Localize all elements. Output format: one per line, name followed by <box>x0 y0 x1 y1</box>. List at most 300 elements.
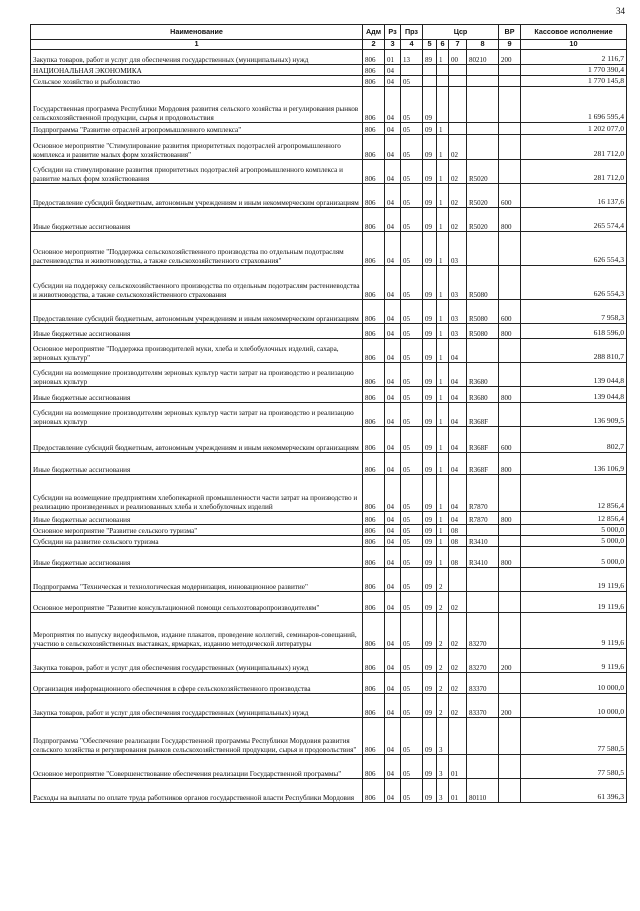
cell-c2: 2 <box>437 694 449 718</box>
cell-name: Основное мероприятие "Стимулирование развития приоритетных подотраслей агропромышленного комплекса и развитие малых форм хозяйствования" <box>31 135 363 160</box>
cell-c4 <box>467 718 499 755</box>
cell-rz: 04 <box>385 123 401 135</box>
table-row <box>31 453 627 475</box>
cell-c2: 1 <box>437 160 449 184</box>
cell-c4: 83270 <box>467 613 499 649</box>
cell-rz: 04 <box>385 300 401 324</box>
cell-val: 77 580,5 <box>521 718 627 755</box>
cell-adm: 806 <box>363 50 385 65</box>
cell-adm: 806 <box>363 65 385 76</box>
cell-c2 <box>437 76 449 87</box>
cell-c4: R7870 <box>467 475 499 512</box>
cell-vr <box>499 232 521 266</box>
cell-vr <box>499 755 521 779</box>
cell-c1 <box>423 65 437 76</box>
cell-vr: 800 <box>499 324 521 339</box>
cell-prz: 05 <box>401 300 423 324</box>
cell-c1: 09 <box>423 160 437 184</box>
cell-c2: 2 <box>437 649 449 673</box>
cell-c1: 09 <box>423 592 437 613</box>
cell-val: 5 000,0 <box>521 525 627 536</box>
col-num: 10 <box>521 40 627 50</box>
cell-c3: 03 <box>449 300 467 324</box>
cell-c3 <box>449 87 467 123</box>
cell-c4: 80210 <box>467 50 499 65</box>
cell-prz: 05 <box>401 525 423 536</box>
cell-name: Основное мероприятие "Развитие консультационной помощи сельхозтоваропроизводителям" <box>31 592 363 613</box>
cell-c4 <box>467 123 499 135</box>
table-row <box>31 547 627 568</box>
cell-c3 <box>449 123 467 135</box>
cell-c1: 09 <box>423 512 437 525</box>
cell-val: 16 137,6 <box>521 184 627 208</box>
cell-vr: 200 <box>499 50 521 65</box>
cell-prz: 05 <box>401 427 423 453</box>
table-row <box>31 87 627 123</box>
cell-vr <box>499 568 521 592</box>
cell-c1: 09 <box>423 525 437 536</box>
cell-vr <box>499 475 521 512</box>
cell-vr <box>499 160 521 184</box>
cell-name: Предоставление субсидий бюджетным, автономным учреждениям и иным некоммерческим организациям <box>31 184 363 208</box>
cell-prz: 05 <box>401 536 423 547</box>
cell-vr: 800 <box>499 208 521 232</box>
cell-name: Субсидии на стимулирование развития приоритетных подотраслей агропромышленного комплекса и развитие малых форм хозяйствования <box>31 160 363 184</box>
cell-rz: 04 <box>385 232 401 266</box>
cell-adm: 806 <box>363 592 385 613</box>
header-kassa: Кассовое исполнение <box>521 25 627 40</box>
cell-vr <box>499 536 521 547</box>
cell-name: Основное мероприятие "Поддержка сельскохозяйственного производства по отдельным подотраслям растениеводства и животноводства, а также сельскохозяйственного страхования" <box>31 232 363 266</box>
cell-c2: 2 <box>437 592 449 613</box>
cell-c3: 04 <box>449 363 467 387</box>
cell-adm: 806 <box>363 403 385 427</box>
table-row <box>31 208 627 232</box>
cell-c3: 04 <box>449 512 467 525</box>
cell-name: Субсидии на возмещение производителям зерновых культур части затрат на производство и реализацию зерновых культур <box>31 403 363 427</box>
cell-c3: 08 <box>449 525 467 536</box>
cell-val: 136 106,9 <box>521 453 627 475</box>
cell-val: 288 810,7 <box>521 339 627 363</box>
table-row <box>31 123 627 135</box>
cell-c4: R368F <box>467 403 499 427</box>
cell-c4 <box>467 568 499 592</box>
cell-name: Государственная программа Республики Мордовия развития сельского хозяйства и регулирования рынков сельскохозяйственной продукции, сырья и продовольствия <box>31 87 363 123</box>
cell-val: 1 202 077,0 <box>521 123 627 135</box>
cell-prz: 05 <box>401 592 423 613</box>
cell-name: Основное мероприятие "Поддержка производителей муки, хлеба и хлебобулочных изделий, сахара, зерновых культур" <box>31 339 363 363</box>
cell-prz: 13 <box>401 50 423 65</box>
cell-c1: 09 <box>423 694 437 718</box>
cell-c2: 1 <box>437 300 449 324</box>
cell-c3: 02 <box>449 592 467 613</box>
cell-val: 136 909,5 <box>521 403 627 427</box>
col-num: 7 <box>449 40 467 50</box>
cell-rz: 04 <box>385 339 401 363</box>
cell-c2: 1 <box>437 232 449 266</box>
cell-vr <box>499 65 521 76</box>
cell-c1: 09 <box>423 208 437 232</box>
cell-vr <box>499 339 521 363</box>
table-row <box>31 50 627 65</box>
cell-c3: 01 <box>449 779 467 803</box>
cell-adm: 806 <box>363 266 385 300</box>
cell-val: 139 044,8 <box>521 387 627 403</box>
cell-rz: 04 <box>385 65 401 76</box>
cell-adm: 806 <box>363 232 385 266</box>
cell-val: 10 000,0 <box>521 694 627 718</box>
cell-c4: R5020 <box>467 184 499 208</box>
cell-name: Иные бюджетные ассигнования <box>31 324 363 339</box>
cell-c1: 09 <box>423 403 437 427</box>
header-adm: Адм <box>363 25 385 40</box>
table-row <box>31 403 627 427</box>
cell-vr <box>499 87 521 123</box>
cell-adm: 806 <box>363 135 385 160</box>
cell-vr <box>499 673 521 694</box>
cell-c3: 02 <box>449 208 467 232</box>
cell-prz: 05 <box>401 649 423 673</box>
cell-prz <box>401 65 423 76</box>
cell-vr: 800 <box>499 453 521 475</box>
cell-vr <box>499 135 521 160</box>
cell-c3: 02 <box>449 184 467 208</box>
table-row <box>31 65 627 76</box>
cell-c1: 09 <box>423 324 437 339</box>
cell-val: 626 554,3 <box>521 266 627 300</box>
cell-vr: 600 <box>499 300 521 324</box>
cell-val: 1 770 390,4 <box>521 65 627 76</box>
cell-c1: 09 <box>423 613 437 649</box>
table-row <box>31 592 627 613</box>
cell-val: 77 580,5 <box>521 755 627 779</box>
cell-prz: 05 <box>401 135 423 160</box>
cell-c4: R5020 <box>467 208 499 232</box>
cell-c2: 1 <box>437 453 449 475</box>
cell-c4 <box>467 232 499 266</box>
cell-c1: 09 <box>423 387 437 403</box>
cell-prz: 05 <box>401 755 423 779</box>
header-name: Наименование <box>31 25 363 40</box>
cell-name: Подпрограмма "Обеспечение реализации Государственной программы Республики Мордовия развития сельского хозяйства и регулирования рынков сельскохозяйственной продукции, сырья и продовольствия" <box>31 718 363 755</box>
cell-c2: 1 <box>437 525 449 536</box>
cell-c1: 09 <box>423 568 437 592</box>
cell-name: Иные бюджетные ассигнования <box>31 547 363 568</box>
cell-name: Иные бюджетные ассигнования <box>31 387 363 403</box>
column-number-row <box>31 40 627 50</box>
cell-name: Расходы на выплаты по оплате труда работников органов государственной власти Республики Мордовия <box>31 779 363 803</box>
col-num: 2 <box>363 40 385 50</box>
cell-c3: 04 <box>449 427 467 453</box>
table-row <box>31 525 627 536</box>
cell-adm: 806 <box>363 427 385 453</box>
cell-prz: 05 <box>401 76 423 87</box>
cell-rz: 04 <box>385 613 401 649</box>
cell-val: 19 119,6 <box>521 568 627 592</box>
cell-c4: 83370 <box>467 673 499 694</box>
cell-rz: 04 <box>385 453 401 475</box>
cell-rz: 04 <box>385 387 401 403</box>
table-row <box>31 266 627 300</box>
cell-vr: 800 <box>499 387 521 403</box>
cell-rz: 04 <box>385 755 401 779</box>
cell-rz: 04 <box>385 694 401 718</box>
cell-rz: 04 <box>385 547 401 568</box>
cell-adm: 806 <box>363 673 385 694</box>
cell-prz: 05 <box>401 403 423 427</box>
cell-c1: 09 <box>423 300 437 324</box>
cell-adm: 806 <box>363 755 385 779</box>
cell-adm: 806 <box>363 363 385 387</box>
cell-adm: 806 <box>363 718 385 755</box>
table-row <box>31 232 627 266</box>
cell-vr <box>499 363 521 387</box>
cell-val: 61 396,3 <box>521 779 627 803</box>
cell-c2: 3 <box>437 718 449 755</box>
cell-prz: 05 <box>401 339 423 363</box>
cell-c2: 1 <box>437 324 449 339</box>
cell-name: Подпрограмма "Развитие отраслей агропромышленного комплекса" <box>31 123 363 135</box>
table-row <box>31 536 627 547</box>
cell-name: Субсидии на развитие сельского туризма <box>31 536 363 547</box>
cell-c3: 00 <box>449 50 467 65</box>
cell-c3 <box>449 568 467 592</box>
cell-c1: 89 <box>423 50 437 65</box>
col-num: 8 <box>467 40 499 50</box>
cell-c1: 09 <box>423 475 437 512</box>
cell-c2: 1 <box>437 135 449 160</box>
cell-adm: 806 <box>363 339 385 363</box>
cell-c2: 1 <box>437 427 449 453</box>
cell-name: Основное мероприятие "Развитие сельского туризма" <box>31 525 363 536</box>
table-row <box>31 694 627 718</box>
cell-c1: 09 <box>423 536 437 547</box>
cell-c4: R7870 <box>467 512 499 525</box>
table-row <box>31 76 627 87</box>
cell-c3 <box>449 76 467 87</box>
cell-val: 265 574,4 <box>521 208 627 232</box>
cell-val: 281 712,0 <box>521 135 627 160</box>
cell-rz: 04 <box>385 135 401 160</box>
cell-name: Основное мероприятие "Совершенствование обеспечения реализации Государственной программы" <box>31 755 363 779</box>
cell-prz: 05 <box>401 87 423 123</box>
cell-val: 10 000,0 <box>521 673 627 694</box>
cell-c3: 02 <box>449 649 467 673</box>
cell-prz: 05 <box>401 512 423 525</box>
cell-c2: 1 <box>437 403 449 427</box>
cell-rz: 04 <box>385 475 401 512</box>
cell-prz: 05 <box>401 694 423 718</box>
cell-val: 5 000,0 <box>521 547 627 568</box>
cell-adm: 806 <box>363 123 385 135</box>
cell-c4: R5020 <box>467 160 499 184</box>
cell-c2: 1 <box>437 50 449 65</box>
cell-adm: 806 <box>363 568 385 592</box>
cell-adm: 806 <box>363 547 385 568</box>
col-num: 3 <box>385 40 401 50</box>
cell-name: Иные бюджетные ассигнования <box>31 208 363 232</box>
table-row <box>31 568 627 592</box>
col-num: 1 <box>31 40 363 50</box>
cell-c4: R368F <box>467 453 499 475</box>
cell-val: 626 554,3 <box>521 232 627 266</box>
cell-name: Организация информационного обеспечения в сфере сельскохозяйственного производства <box>31 673 363 694</box>
table-row <box>31 135 627 160</box>
table-row <box>31 718 627 755</box>
col-num: 5 <box>423 40 437 50</box>
cell-adm: 806 <box>363 87 385 123</box>
cell-rz: 04 <box>385 87 401 123</box>
cell-adm: 806 <box>363 512 385 525</box>
table-row <box>31 755 627 779</box>
cell-c2: 1 <box>437 184 449 208</box>
cell-adm: 806 <box>363 694 385 718</box>
cell-prz: 05 <box>401 184 423 208</box>
cell-c4 <box>467 755 499 779</box>
cell-c4: R3680 <box>467 363 499 387</box>
cell-adm: 806 <box>363 475 385 512</box>
cell-c1: 09 <box>423 649 437 673</box>
cell-c4: 83270 <box>467 649 499 673</box>
table-row <box>31 387 627 403</box>
cell-rz: 04 <box>385 525 401 536</box>
cell-c4: R5080 <box>467 266 499 300</box>
col-num: 9 <box>499 40 521 50</box>
page-number: 34 <box>616 6 625 16</box>
cell-c2: 3 <box>437 779 449 803</box>
cell-val: 281 712,0 <box>521 160 627 184</box>
col-num: 6 <box>437 40 449 50</box>
cell-c3: 04 <box>449 403 467 427</box>
cell-c4 <box>467 339 499 363</box>
cell-rz: 01 <box>385 50 401 65</box>
cell-adm: 806 <box>363 324 385 339</box>
cell-c1: 09 <box>423 232 437 266</box>
table-row <box>31 673 627 694</box>
cell-c3: 04 <box>449 387 467 403</box>
cell-c2: 1 <box>437 266 449 300</box>
cell-c1: 09 <box>423 123 437 135</box>
cell-adm: 806 <box>363 453 385 475</box>
header-csr: Цср <box>423 25 499 40</box>
cell-val: 12 856,4 <box>521 512 627 525</box>
cell-c2 <box>437 65 449 76</box>
table-row <box>31 779 627 803</box>
cell-name: Иные бюджетные ассигнования <box>31 453 363 475</box>
cell-vr <box>499 613 521 649</box>
cell-rz: 04 <box>385 403 401 427</box>
header-prz: Прз <box>401 25 423 40</box>
cell-c4: R3680 <box>467 387 499 403</box>
cell-c3: 03 <box>449 266 467 300</box>
table-row <box>31 339 627 363</box>
cell-rz: 04 <box>385 673 401 694</box>
cell-vr: 600 <box>499 427 521 453</box>
cell-c3: 02 <box>449 160 467 184</box>
cell-prz: 05 <box>401 232 423 266</box>
cell-name: Сельское хозяйство и рыболовство <box>31 76 363 87</box>
cell-name: Предоставление субсидий бюджетным, автономным учреждениям и иным некоммерческим организациям <box>31 427 363 453</box>
cell-c1: 09 <box>423 453 437 475</box>
cell-adm: 806 <box>363 300 385 324</box>
cell-rz: 04 <box>385 779 401 803</box>
cell-c2: 1 <box>437 547 449 568</box>
cell-c1: 09 <box>423 779 437 803</box>
cell-rz: 04 <box>385 536 401 547</box>
cell-name: Закупка товаров, работ и услуг для обеспечения государственных (муниципальных) нужд <box>31 649 363 673</box>
cell-c1: 09 <box>423 718 437 755</box>
cell-prz: 05 <box>401 363 423 387</box>
cell-c1: 09 <box>423 755 437 779</box>
cell-adm: 806 <box>363 613 385 649</box>
header-rz: Рз <box>385 25 401 40</box>
cell-c3: 08 <box>449 536 467 547</box>
cell-val: 7 958,3 <box>521 300 627 324</box>
header-row <box>31 25 627 40</box>
cell-c2: 1 <box>437 123 449 135</box>
cell-prz: 05 <box>401 453 423 475</box>
cell-name: Субсидии на возмещение производителям зерновых культур части затрат на производство и реализацию зерновых культур <box>31 363 363 387</box>
header-vr: ВР <box>499 25 521 40</box>
cell-vr: 800 <box>499 512 521 525</box>
cell-c4: 83370 <box>467 694 499 718</box>
cell-val: 1 770 145,8 <box>521 76 627 87</box>
table-row <box>31 300 627 324</box>
cell-rz: 04 <box>385 363 401 387</box>
cell-prz: 05 <box>401 779 423 803</box>
col-num: 4 <box>401 40 423 50</box>
cell-rz: 04 <box>385 512 401 525</box>
cell-c1: 09 <box>423 547 437 568</box>
table-row <box>31 613 627 649</box>
cell-val: 1 696 595,4 <box>521 87 627 123</box>
cell-adm: 806 <box>363 160 385 184</box>
cell-c4: R5080 <box>467 324 499 339</box>
cell-prz: 05 <box>401 718 423 755</box>
cell-val: 12 856,4 <box>521 475 627 512</box>
cell-rz: 04 <box>385 324 401 339</box>
cell-prz: 05 <box>401 208 423 232</box>
cell-val: 618 596,0 <box>521 324 627 339</box>
cell-name: Субсидии на поддержку сельскохозяйственного производства по отдельным подотраслям растениеводства и животноводства, а также сельскохозяйственного страхования <box>31 266 363 300</box>
cell-rz: 04 <box>385 160 401 184</box>
cell-c4 <box>467 592 499 613</box>
cell-c3: 03 <box>449 232 467 266</box>
cell-c4 <box>467 87 499 123</box>
cell-c2: 3 <box>437 755 449 779</box>
cell-name: Закупка товаров, работ и услуг для обеспечения государственных (муниципальных) нужд <box>31 50 363 65</box>
cell-name: НАЦИОНАЛЬНАЯ ЭКОНОМИКА <box>31 65 363 76</box>
cell-c2: 2 <box>437 568 449 592</box>
cell-adm: 806 <box>363 208 385 232</box>
cell-prz: 05 <box>401 324 423 339</box>
cell-c4: R3410 <box>467 547 499 568</box>
cell-rz: 04 <box>385 184 401 208</box>
cell-prz: 05 <box>401 266 423 300</box>
cell-c2: 1 <box>437 512 449 525</box>
cell-rz: 04 <box>385 427 401 453</box>
cell-c1 <box>423 76 437 87</box>
cell-c1: 09 <box>423 363 437 387</box>
cell-c2: 1 <box>437 339 449 363</box>
cell-val: 19 119,6 <box>521 592 627 613</box>
cell-c4: R5080 <box>467 300 499 324</box>
table-row <box>31 184 627 208</box>
cell-c1: 09 <box>423 266 437 300</box>
table-row <box>31 649 627 673</box>
cell-c4 <box>467 76 499 87</box>
cell-c3: 02 <box>449 673 467 694</box>
